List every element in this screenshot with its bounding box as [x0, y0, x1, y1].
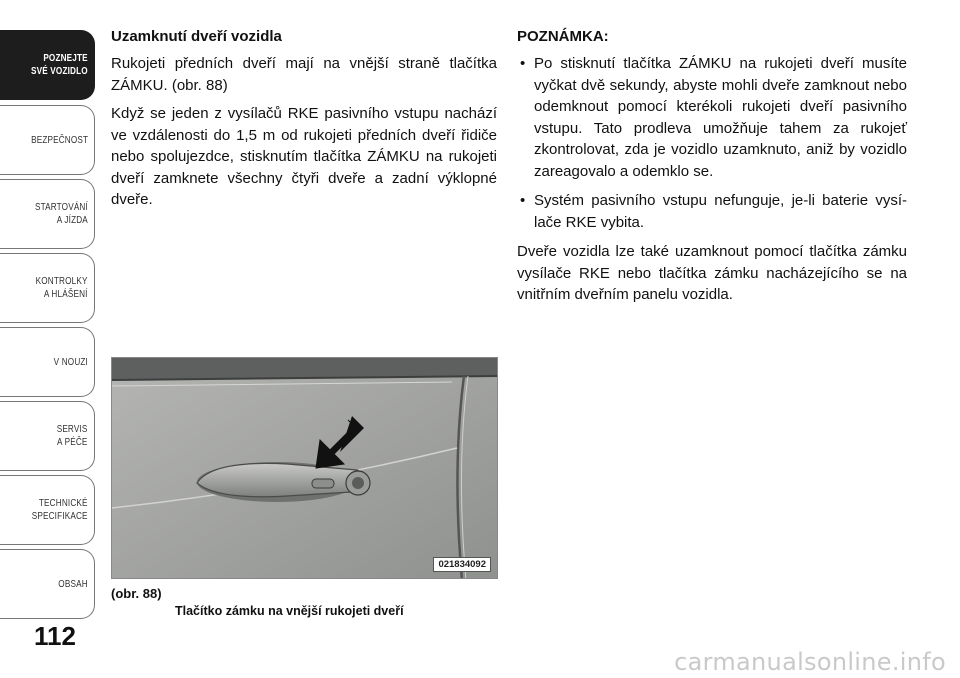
tab-startovani-a-jizda[interactable]	[0, 179, 95, 249]
paragraph: Když se jeden z vysílačů RKE pasivního vstupu nachází ve vzdálenosti do 1,5 m od rukojeti předních dveří řidiče nebo spolujezdce, stisknutím tlačítka ZÁMKU na rukojeti dveří zamknete všechny čtyři dveře a zadní výklopné dveře.	[111, 105, 497, 208]
left-column	[111, 26, 497, 218]
bullet-icon: •	[520, 192, 526, 209]
figure-reference: (obr. 88)	[111, 586, 162, 601]
page-number: 112	[34, 621, 76, 651]
tab-v-nouzi[interactable]	[0, 327, 95, 397]
tab-label: POZNEJTE SVÉ VOZIDLO	[31, 52, 88, 77]
bullet-icon: •	[520, 55, 526, 72]
paragraph: Dveře vozidla lze také uzamknout pomocí tlačítka zámku vysílače RKE nebo tlačítka zámku nacházejícího se na vnitřním dveřním panelu vozidla.	[517, 243, 907, 303]
note-item	[517, 190, 907, 233]
figure-caption: Tlačítko zámku na vnější rukojeti dveří	[175, 604, 404, 618]
watermark: carmanualsonline.info	[674, 648, 946, 676]
right-column	[517, 26, 907, 313]
note-heading: POZNÁMKA:	[517, 28, 609, 45]
note-text: Po stisknutí tlačítka ZÁMKU na rukojeti dveří musíte vyčkat dvě sekundy, abyste mohli dveře zamknout nebo odemknout pomocí kterékoli rukojeti dveří pasivního vstupu. Tato prodleva umožňuje tahem za rukojeť zkontrolovat, zda je vozidlo uzamknuto, aniž by vozidlo zareagovalo a odemklo se.	[534, 55, 907, 180]
tab-poznejte-sve-vozidlo[interactable]	[0, 30, 95, 100]
chapter-sidebar	[0, 0, 100, 620]
note-item	[517, 53, 907, 182]
note-list	[517, 53, 907, 233]
tab-label: V NOUZI	[53, 355, 88, 368]
tab-obsah[interactable]	[0, 549, 95, 619]
figure-code: 021834092	[433, 557, 491, 572]
note-text: Systém pasivního vstupu nefunguje, je-li baterie vysí-lače RKE vybita.	[534, 192, 907, 231]
tab-label: BEZPEČNOST	[30, 133, 88, 146]
tab-bezpecnost[interactable]	[0, 105, 95, 175]
tab-technicke-specifikace[interactable]	[0, 475, 95, 545]
door-handle-illustration	[112, 358, 498, 579]
tab-label: TECHNICKÉ SPECIFIKACE	[32, 497, 88, 522]
tab-label: SERVIS A PÉČE	[57, 423, 88, 448]
tab-label: OBSAH	[58, 577, 88, 590]
tab-label: KONTROLKY A HLÁŠENÍ	[36, 275, 88, 300]
tab-label: STARTOVÁNÍ A JÍZDA	[35, 201, 88, 226]
section-heading: Uzamknutí dveří vozidla	[111, 28, 282, 45]
paragraph: Rukojeti předních dveří mají na vnější straně tlačítka ZÁMKU. (obr. 88)	[111, 55, 497, 94]
tab-kontrolky-a-hlaseni[interactable]	[0, 253, 95, 323]
tab-servis-a-pece[interactable]	[0, 401, 95, 471]
door-handle-figure	[111, 357, 498, 579]
